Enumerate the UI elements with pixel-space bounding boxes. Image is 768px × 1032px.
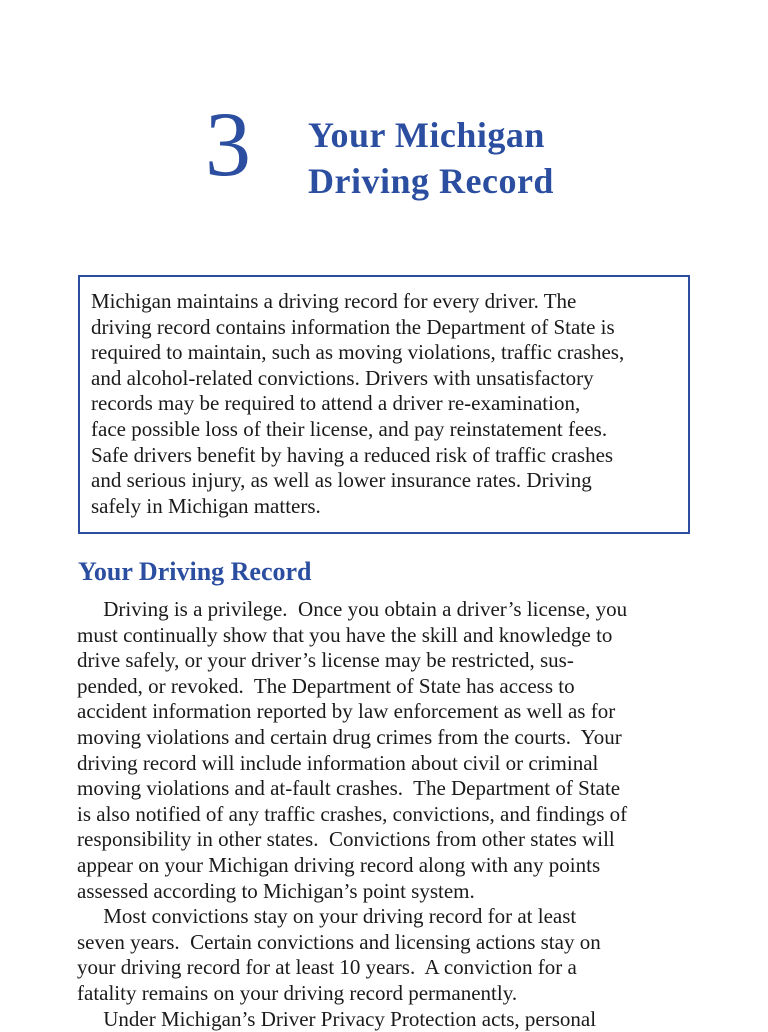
- intro-line: required to maintain, such as moving violations, traffic crashes,: [91, 340, 678, 366]
- body-line: seven years. Certain convictions and licensing actions stay on: [77, 930, 697, 956]
- body-line: drive safely, or your driver’s license may be restricted, sus-: [77, 648, 697, 674]
- body-line: Under Michigan’s Driver Privacy Protection acts, personal: [77, 1007, 697, 1032]
- chapter-title-line-1: Your Michigan: [308, 112, 554, 158]
- body-line: pended, or revoked. The Department of State has access to: [77, 674, 697, 700]
- body-line: assessed according to Michigan’s point system.: [77, 879, 697, 905]
- body-line: responsibility in other states. Convictions from other states will: [77, 827, 697, 853]
- intro-line: driving record contains information the Department of State is: [91, 315, 678, 341]
- intro-line: and alcohol-related convictions. Drivers with unsatisfactory: [91, 366, 678, 392]
- body-line: Most convictions stay on your driving record for at least: [77, 904, 697, 930]
- body-line: driving record will include information about civil or criminal: [77, 751, 697, 777]
- body-line: must continually show that you have the skill and knowledge to: [77, 623, 697, 649]
- body-line: moving violations and at-fault crashes. The Department of State: [77, 776, 697, 802]
- body-line: fatality remains on your driving record permanently.: [77, 981, 697, 1007]
- chapter-title-line-2: Driving Record: [308, 158, 554, 204]
- body-line: is also notified of any traffic crashes, convictions, and findings of: [77, 802, 697, 828]
- body-line: moving violations and certain drug crimes from the courts. Your: [77, 725, 697, 751]
- body-line: accident information reported by law enforcement as well as for: [77, 699, 697, 725]
- body-line: your driving record for at least 10 years. A conviction for a: [77, 955, 697, 981]
- intro-line: Michigan maintains a driving record for every driver. The: [91, 289, 678, 315]
- body-line: appear on your Michigan driving record along with any points: [77, 853, 697, 879]
- intro-line: safely in Michigan matters.: [91, 494, 678, 520]
- section-heading: Your Driving Record: [78, 555, 312, 589]
- section-body: [77, 597, 697, 1032]
- chapter-title: [308, 112, 554, 204]
- body-line: Driving is a privilege. Once you obtain a driver’s license, you: [77, 597, 697, 623]
- intro-box: [78, 275, 690, 534]
- intro-line: and serious injury, as well as lower insurance rates. Driving: [91, 468, 678, 494]
- intro-line: records may be required to attend a driver re-examination,: [91, 391, 678, 417]
- intro-line: Safe drivers benefit by having a reduced risk of traffic crashes: [91, 443, 678, 469]
- chapter-number: 3: [205, 98, 251, 190]
- intro-line: face possible loss of their license, and pay reinstatement fees.: [91, 417, 678, 443]
